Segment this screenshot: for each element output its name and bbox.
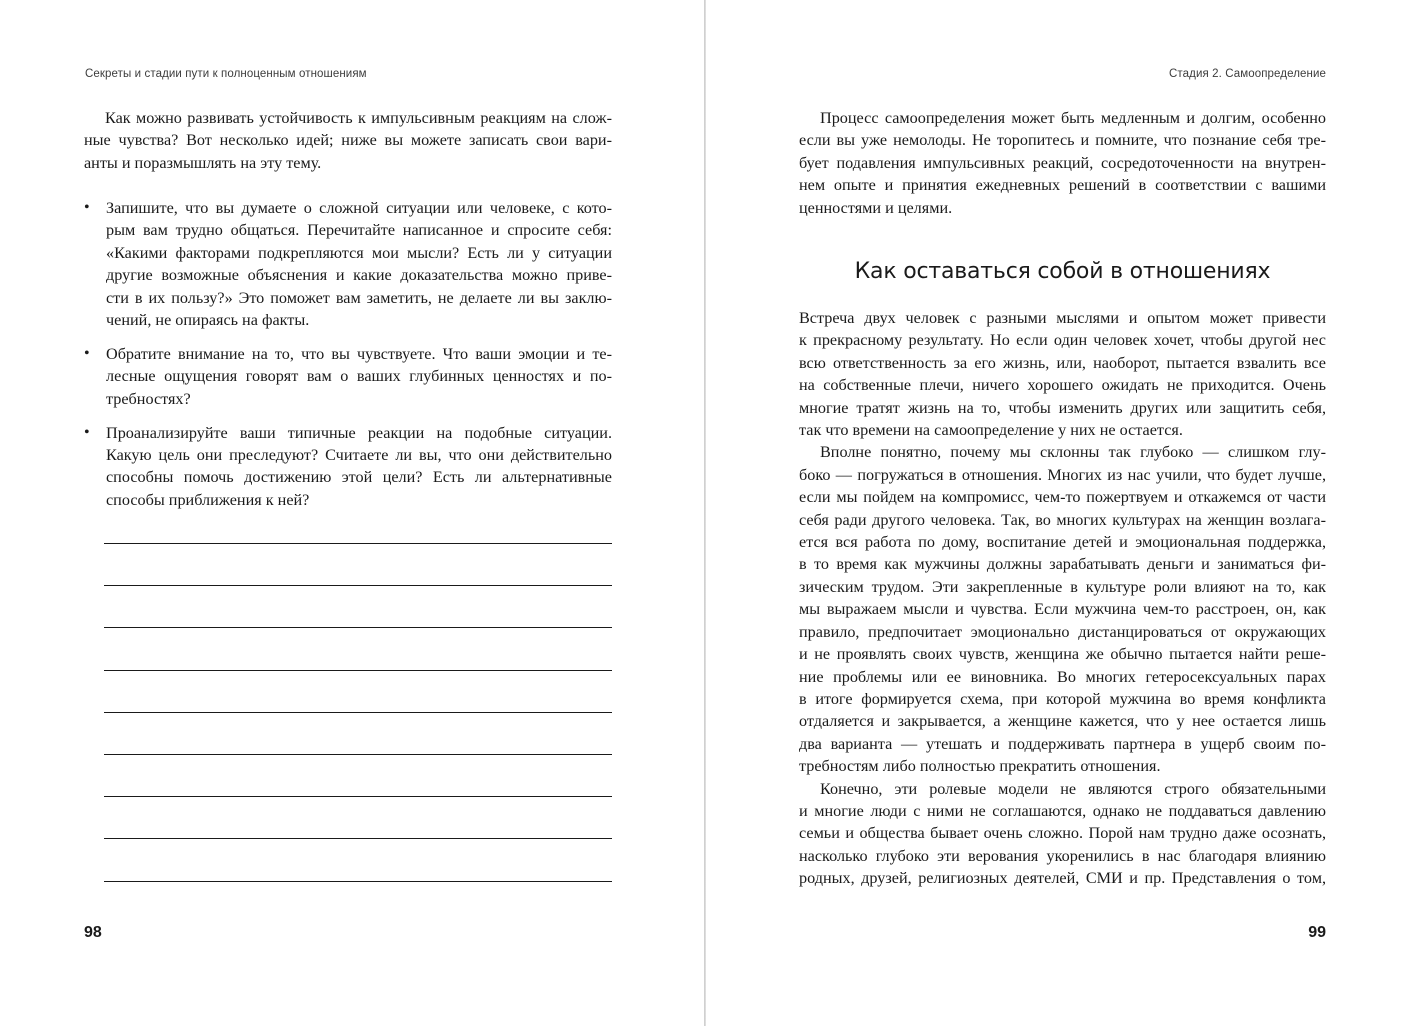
writing-line: [104, 585, 612, 586]
text-line: ется вся работа по дому, воспитание детей и эмоциональная поддержка,: [799, 533, 1326, 552]
writing-lines: [104, 543, 612, 923]
text-line: два варианта — утешать и поддерживать партнера в ущерб своим по-: [799, 734, 1326, 753]
text-line: Проанализируйте ваши типичные реакции на подобные ситуации.: [106, 423, 612, 442]
text-line: в итоге формируется схема, при которой мужчина во время конфликта: [799, 689, 1326, 708]
text-line: на собственные плечи, ничего хорошего ожидать не приходится. Очень: [799, 376, 1326, 395]
text-line: мы выражаем мысли и чувства. Если мужчина чем-то расстроен, он, как: [799, 600, 1326, 619]
text-line: способы приближения к ней?: [106, 490, 310, 509]
text-line: Запишите, что вы думаете о сложной ситуации или человеке, с кото-: [106, 199, 612, 217]
ideas-list: [84, 197, 612, 523]
text-line: себя ради другого человека. Так, во многих культурах на женщин возлага-: [799, 510, 1326, 529]
list-item-text: [106, 422, 612, 512]
bullet-icon: •: [84, 423, 90, 441]
list-item: [84, 343, 612, 410]
text-line: Встреча двух человек с разными мыслями и опытом может привести: [799, 309, 1326, 327]
list-item: [84, 422, 612, 512]
text-line: ние проблемы или ее виновника. Во многих гетеросексуальных парах: [799, 667, 1326, 686]
text-line: Вполне понятно, почему мы склонны так глубоко — слишком глу-: [820, 443, 1326, 462]
list-item-text: [106, 197, 612, 331]
text-line: требностям либо полностью прекратить отношения.: [799, 757, 1161, 776]
writing-line: [104, 754, 612, 755]
text-line: родных, друзей, религиозных деятелей, СМИ и пр. Представления о том,: [799, 869, 1326, 888]
text-line: лесные ощущения говорят вам о ваших глубинных ценностях и по-: [106, 367, 612, 386]
text-line: боко — погружаться в отношения. Многих из нас учили, что будет лучше,: [799, 465, 1326, 484]
section-heading: Как оставаться собой в отношениях: [854, 259, 1271, 284]
text-line: семьи и общества бывает очень сложно. Порой нам трудно даже осознать,: [799, 824, 1326, 843]
text-line: если вы уже немолоды. Не торопитесь и помните, что познание себя тре-: [799, 131, 1326, 150]
text-line: ные чувства? Вот несколько идей; ниже вы можете записать свои вари-: [84, 131, 612, 150]
right-intro-paragraph: [799, 107, 1326, 219]
writing-line: [104, 670, 612, 671]
text-line: ценностями и целями.: [799, 198, 953, 217]
text-line: Как можно развивать устойчивость к импульсивным реакциям на слож-: [105, 109, 612, 127]
body-paragraph: [799, 307, 1326, 441]
text-line: способны помочь достижению этой цели? Есть ли альтернативные: [106, 468, 612, 487]
text-line: зическим трудом. Эти закрепленные в культуре роли влияют на то, как: [799, 577, 1326, 596]
text-line: сти в их пользу?» Это поможет вам заметить, не делаете ли вы заклю-: [106, 288, 612, 307]
writing-line: [104, 881, 612, 882]
text-line: так что времени на самоопределение у них не остается.: [799, 421, 1183, 440]
text-line: отдаляется и закрывается, а женщине кажется, что у нее остается лишь: [799, 712, 1326, 731]
text-line: к прекрасному результату. Но если один человек хочет, чтобы другой нес: [799, 331, 1326, 350]
text-line: Процесс самоопределения может быть медленным и долгим, особенно: [820, 109, 1326, 127]
list-item: [84, 197, 612, 331]
left-intro-paragraph: [84, 107, 612, 174]
text-line: всю ответственность за его жизнь, или, наоборот, пытается взвалить все: [799, 353, 1326, 372]
writing-line: [104, 796, 612, 797]
writing-line: [104, 838, 612, 839]
writing-line: [104, 627, 612, 628]
writing-line: [104, 712, 612, 713]
text-line: требностях?: [106, 389, 191, 408]
text-line: рым вам трудно общаться. Перечитайте написанное и спросите себя:: [106, 221, 612, 240]
text-line: чений, не опираясь на факты.: [106, 311, 310, 330]
body-paragraph: [799, 441, 1326, 777]
running-head-right: Стадия 2. Самоопределение: [1169, 68, 1326, 80]
bullet-icon: •: [84, 344, 90, 362]
text-line: многие тратят жизнь на то, чтобы изменить других или защитить себя,: [799, 398, 1326, 417]
text-line: правило, предпочитает эмоционально дистанцироваться от окружающих: [799, 622, 1326, 641]
text-line: Конечно, эти ролевые модели не являются строго обязательными: [820, 779, 1326, 798]
bullet-icon: •: [84, 199, 90, 216]
text-line: анты и поразмышлять на эту тему.: [84, 153, 322, 172]
text-line: и многие люди с ними не соглашаются, однако не поддаваться давлению: [799, 801, 1326, 820]
text-line: насколько глубоко эти верования укоренились в нас благодаря влиянию: [799, 846, 1326, 865]
text-line: в то время как мужчины должны зарабатывать деньги и заниматься фи-: [799, 555, 1326, 574]
page-number-left: 98: [84, 924, 102, 941]
spine-divider: [704, 0, 706, 1026]
text-line: и не проявлять своих чувств, женщина же обычно пытается найти реше-: [799, 645, 1326, 664]
body-paragraph: [799, 778, 1326, 890]
text-line: другие возможные объяснения и какие доказательства можно приве-: [106, 266, 612, 285]
list-item-text: [106, 343, 612, 410]
running-head-left: Секреты и стадии пути к полноценным отношениям: [85, 68, 367, 80]
text-line: Какую цель они преследуют? Считаете ли вы, что они действительно: [106, 446, 612, 465]
text-line: если мы пойдем на компромисс, чем-то пожертвуем и откажемся от части: [799, 488, 1326, 507]
text-line: «Какими факторами подкрепляются мои мысли? Есть ли у ситуации: [106, 243, 612, 262]
text-line: нем опыте и принятия ежедневных решений в соответствии с вашими: [799, 176, 1326, 195]
text-line: Обратите внимание на то, что вы чувствуете. Что ваши эмоции и те-: [106, 344, 612, 363]
writing-line: [104, 543, 612, 544]
text-line: бует подавления импульсивных реакций, сосредоточенности на внутрен-: [799, 153, 1326, 172]
page-number-right: 99: [1308, 924, 1326, 941]
section-body: [799, 307, 1326, 890]
